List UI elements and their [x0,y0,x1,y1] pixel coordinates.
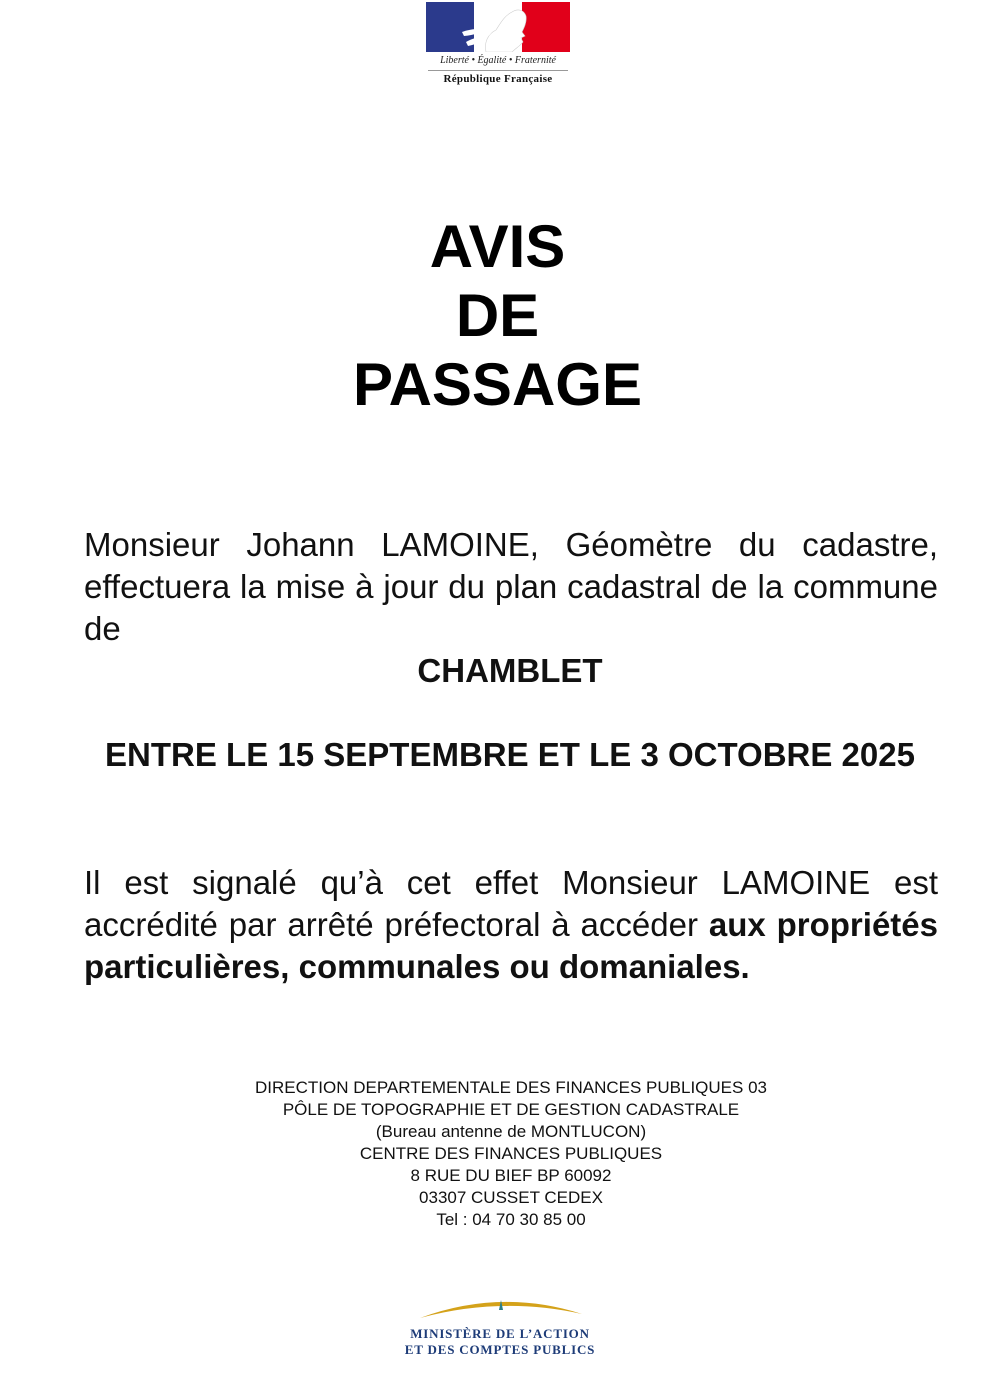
ministry-arc-icon [416,1292,586,1322]
republique-francaise-logo [424,2,572,90]
address-line: CENTRE DES FINANCES PUBLIQUES [359,1144,663,1163]
title-line-2: DE [455,282,540,349]
address-line: DIRECTION DEPARTEMENTALE DES FINANCES PUBLIQUES 03 [254,1078,767,1097]
address-line: PÔLE DE TOPOGRAPHIE ET DE GESTION CADASTRALE [282,1100,740,1119]
address-phone: Tel : 04 70 30 85 00 [436,1210,586,1229]
address-line: 8 RUE DU BIEF BP 60092 [410,1166,612,1185]
survey-dates: ENTRE LE 15 SEPTEMBRE ET LE 3 OCTOBRE 2025 [105,736,915,773]
intro-paragraph: Monsieur Johann LAMOINE, Géomètre du cadastre, effectuera la mise à jour du plan cadastral de la commune de [84,526,938,647]
title-line-3: PASSAGE [353,351,642,418]
ministry-name [380,1326,620,1358]
accreditation-paragraph [84,862,938,988]
accreditation-emphasis: aux propriétés particulières, communales ou domaniales. [84,906,938,985]
ministry-line-1: MINISTÈRE DE L’ACTION [410,1326,590,1341]
accreditation-text: Il est signalé qu’à cet effet Monsieur LAMOINE est accrédité par arrêté préfectoral à accéder [84,864,938,943]
ministry-line-2: ET DES COMPTES PUBLICS [404,1342,596,1357]
notice-title [0,212,995,419]
republic-motto: Liberté • Égalité • Fraternité [440,55,556,66]
address-line: 03307 CUSSET CEDEX [419,1188,603,1207]
marianne-flag-icon [426,2,570,52]
republic-name: République Française [443,73,553,85]
office-address [0,1077,995,1231]
logo-divider [428,70,568,71]
commune-name: CHAMBLET [417,652,603,689]
title-line-1: AVIS [429,213,566,280]
address-line: (Bureau antenne de MONTLUCON) [375,1122,647,1141]
ministry-logo [380,1292,620,1362]
